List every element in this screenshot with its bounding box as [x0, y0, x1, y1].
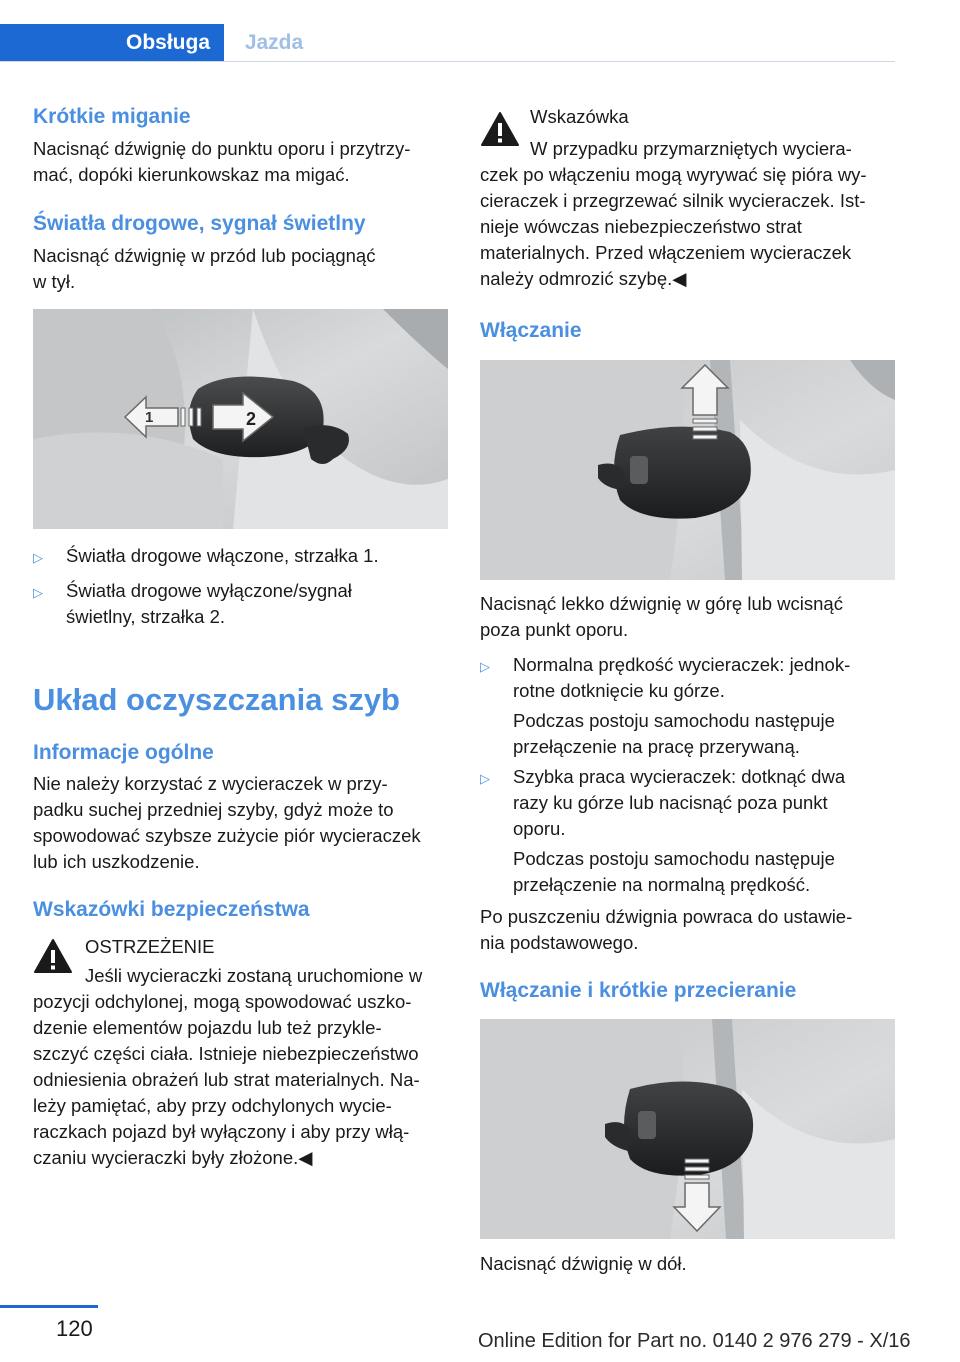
warning-title: OSTRZEŻENIE — [85, 936, 215, 957]
warning-line-2: pozycji odchylonej, mogą spowodować uszko‐ — [33, 991, 412, 1012]
note-line-4: nieje wówczas niebezpieczeństwo strat — [480, 216, 802, 237]
arrow-label-1: 1 — [145, 409, 154, 426]
heading-safety: Wskazówki bezpieczeństwa — [33, 898, 310, 921]
bullet-triangle-icon: ▷ — [33, 550, 43, 565]
bullet-fast-speed-text-2: razy ku górze lub nacisnąć poza punkt — [513, 792, 828, 813]
note-title: Wskazówka — [530, 106, 629, 127]
wiper-lever-up-photo — [480, 360, 895, 580]
bullet-beam-1-text: Światła drogowe włączone, strzałka 1. — [66, 545, 379, 566]
header-divider — [0, 61, 895, 62]
bullet-normal-speed-sub-1: Podczas postoju samochodu następuje — [513, 710, 835, 731]
bullet-beam-2-text-2: świetlny, strzałka 2. — [66, 606, 226, 627]
bullet-beam-1 — [33, 543, 448, 571]
bullet-fast-speed — [480, 764, 895, 900]
note-line-2: czek po włączeniu mogą wyrywać się pióra wy‐ — [480, 164, 867, 185]
paragraph-switch-on-2: poza punkt oporu. — [480, 619, 629, 640]
heading-general-info: Informacje ogólne — [33, 741, 214, 764]
tab-jazda[interactable]: Jazda — [244, 31, 304, 54]
paragraph-high-beam-2: w tył. — [33, 271, 76, 292]
paragraph-general-1: Nie należy korzystać z wycieraczek w przy‐ — [33, 773, 388, 794]
bullet-fast-speed-sub-2: przełączenie na normalną prędkość. — [513, 874, 811, 895]
note-warning-triangle-icon — [480, 111, 520, 147]
paragraph-short-blink-1: Nacisnąć dźwignię do punktu oporu i przytrzy‐ — [33, 138, 411, 159]
paragraph-general-3: spowodować szybsze zużycie piór wycieraczek — [33, 825, 421, 846]
heading-switch-on: Włączanie — [480, 319, 582, 342]
warning-line-5: odniesienia obrażeń lub strat materialnych. Na‐ — [33, 1069, 420, 1090]
tab-obsluga[interactable]: Obsługa — [0, 24, 224, 62]
heading-short-blink: Krótkie miganie — [33, 105, 191, 128]
warning-triangle-icon — [33, 938, 73, 974]
heading-switch-on-short-wipe: Włączanie i krótkie przecieranie — [480, 979, 797, 1002]
warning-line-8: czaniu wycieraczki były złożone.◀ — [33, 1147, 313, 1168]
bullet-triangle-icon: ▷ — [480, 771, 490, 786]
bullet-fast-speed-text-1: Szybka praca wycieraczek: dotknąć dwa — [513, 766, 846, 787]
bullet-triangle-icon: ▷ — [480, 659, 490, 674]
bullet-normal-speed-text-2: rotne dotknięcie ku górze. — [513, 680, 725, 701]
bullet-fast-speed-text-3: oporu. — [513, 818, 566, 839]
paragraph-return-1: Po puszczeniu dźwignia powraca do ustawie‐ — [480, 906, 853, 927]
warning-line-6: leży pamiętać, aby przy odchylonych wycie‐ — [33, 1095, 392, 1116]
bullet-beam-2-text-1: Światła drogowe wyłączone/sygnał — [66, 580, 352, 601]
bullet-fast-speed-sub-1: Podczas postoju samochodu następuje — [513, 848, 835, 869]
footer-divider — [0, 1305, 98, 1308]
bullet-normal-speed-text-1: Normalna prędkość wycieraczek: jednok‐ — [513, 654, 851, 675]
warning-line-3: dzenie elementów pojazdu lub też przykle‐ — [33, 1017, 382, 1038]
high-beam-lever-photo — [33, 309, 448, 529]
heading-wash-system: Układ oczyszczania szyb — [33, 682, 400, 717]
note-line-5: materialnych. Przed włączeniem wycieraczek — [480, 242, 852, 263]
paragraph-switch-on-1: Nacisnąć lekko dźwignię w górę lub wcisnąć — [480, 593, 843, 614]
paragraph-general-2: padku suchej przedniej szyby, gdyż może to — [33, 799, 394, 820]
paragraph-short-blink-2: mać, dopóki kierunkowskaz ma migać. — [33, 164, 350, 185]
bullet-normal-speed-sub-2: przełączenie na pracę przerywaną. — [513, 736, 800, 757]
note-line-3: cieraczek i przegrzewać silnik wycieraczek. Ist‐ — [480, 190, 866, 211]
paragraph-return-2: nia podstawowego. — [480, 932, 639, 953]
paragraph-high-beam-1: Nacisnąć dźwignię w przód lub pociągnąć — [33, 245, 376, 266]
warning-line-4: szczyć części ciała. Istnieje niebezpieczeństwo — [33, 1043, 419, 1064]
header-bar — [0, 0, 960, 62]
bullet-beam-2 — [33, 578, 448, 632]
heading-high-beam: Światła drogowe, sygnał świetlny — [33, 212, 366, 235]
warning-line-1: Jeśli wycieraczki zostaną uruchomione w — [85, 965, 423, 986]
paragraph-press-down: Nacisnąć dźwignię w dół. — [480, 1253, 687, 1274]
note-line-1: W przypadku przymarzniętych wyciera‐ — [530, 138, 852, 159]
note-line-6: należy odmrozić szybę.◀ — [480, 268, 687, 289]
edition-text: Online Edition for Part no. 0140 2 976 279 - X/16 — [478, 1330, 911, 1352]
paragraph-general-4: lub ich uszkodzenie. — [33, 851, 200, 872]
warning-line-7: raczkach pojazd był wyłączony i aby przy włą‐ — [33, 1121, 410, 1142]
page-number: 120 — [56, 1316, 93, 1341]
bullet-triangle-icon: ▷ — [33, 585, 43, 600]
wiper-lever-down-photo — [480, 1019, 895, 1239]
bullet-normal-speed — [480, 652, 895, 762]
arrow-label-2: 2 — [246, 409, 257, 429]
